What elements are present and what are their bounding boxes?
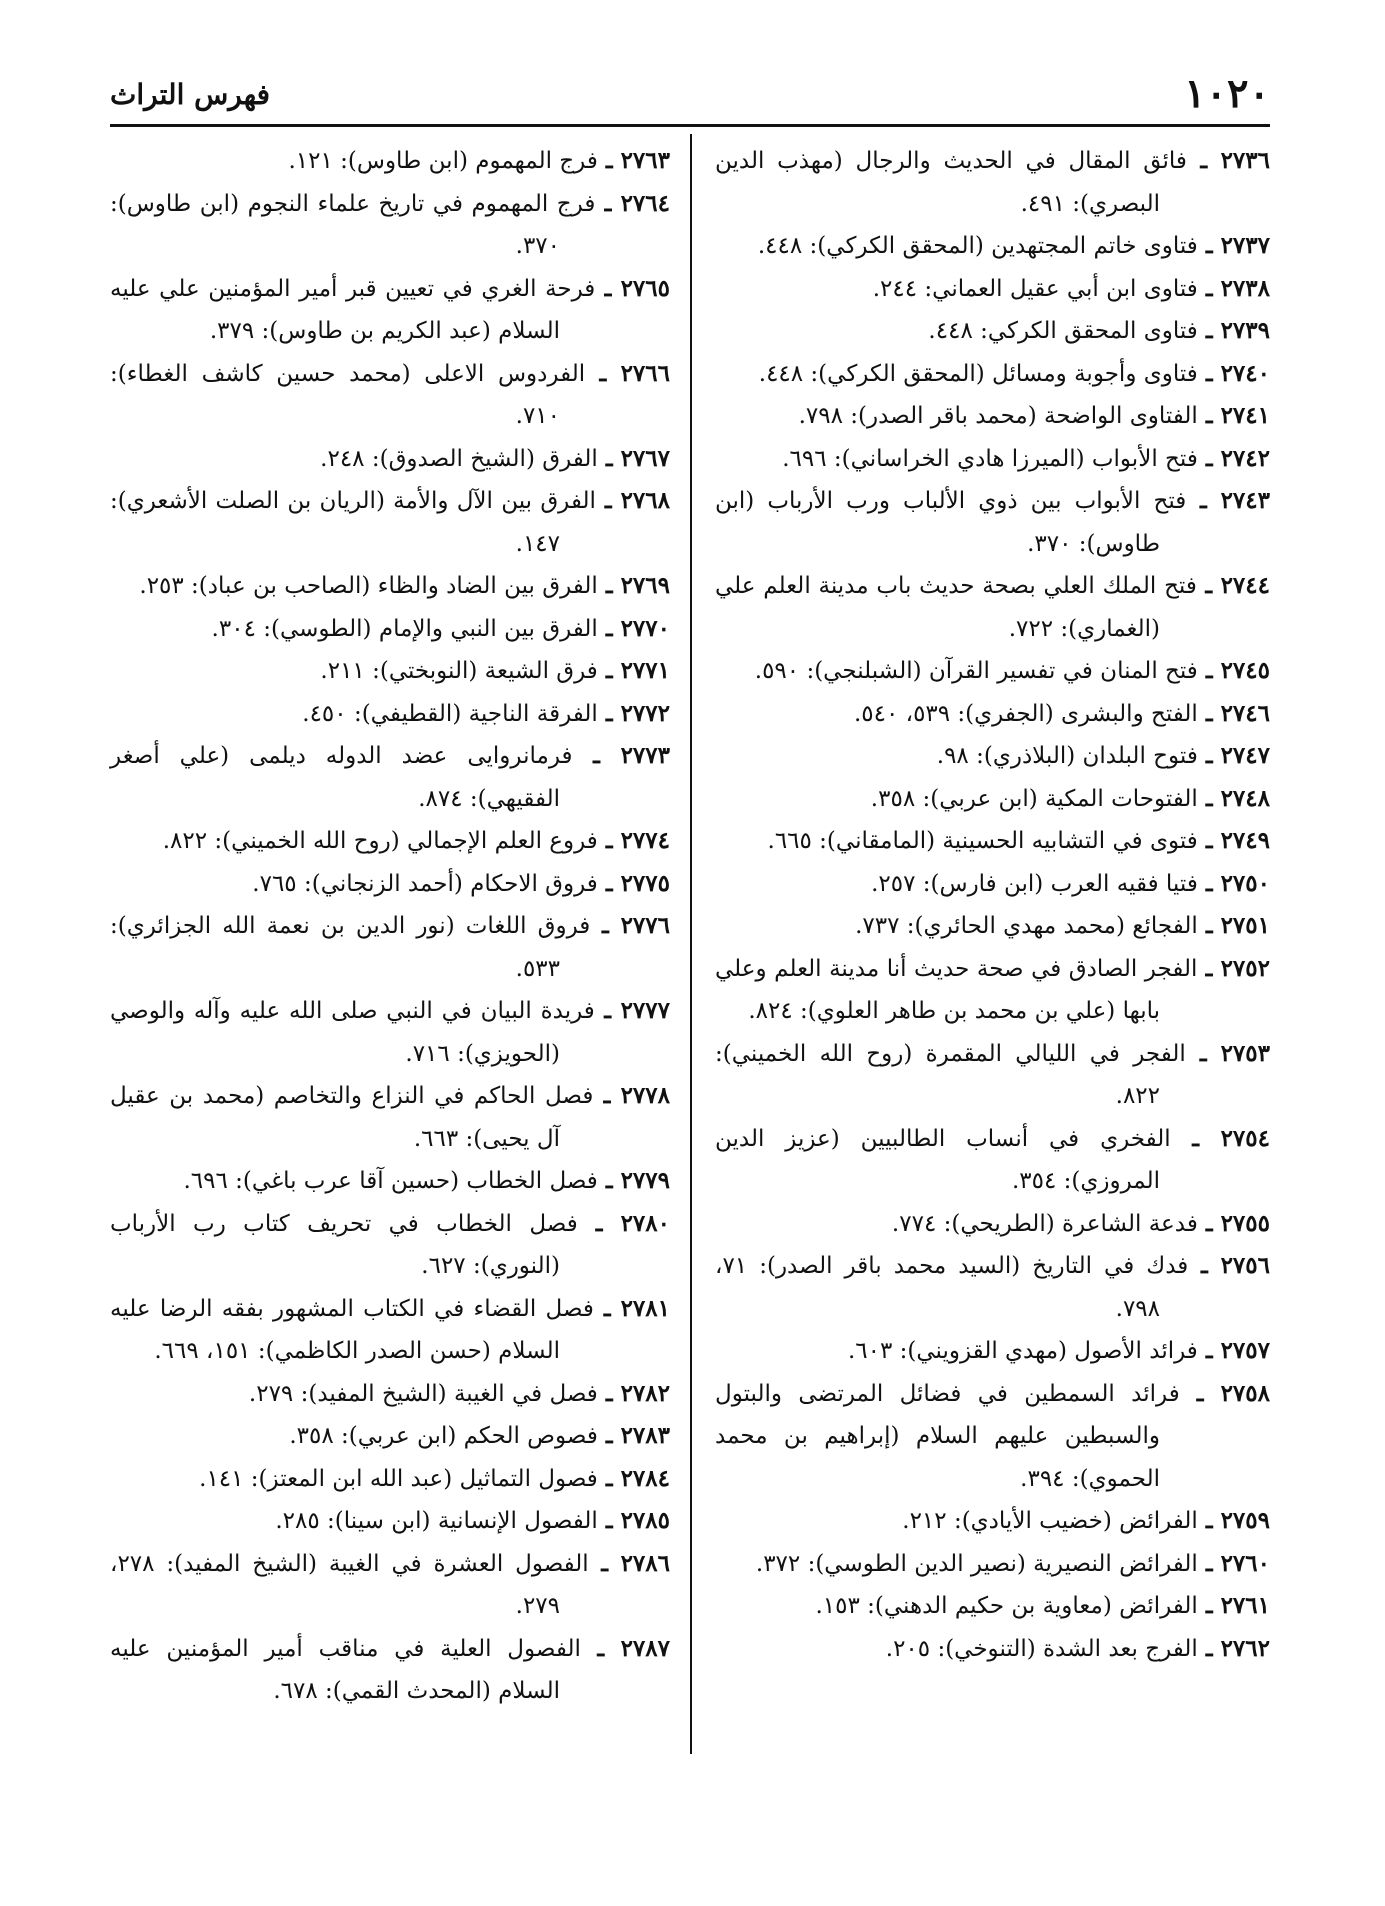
entry-dash: ـ	[1197, 1549, 1221, 1577]
entry-dash: ـ	[597, 1507, 621, 1534]
index-entry	[715, 863, 1270, 906]
entry-text: فصوص الحكم (ابن عربي): ٣٥٨.	[289, 1423, 598, 1449]
entry-dash: ـ	[1197, 827, 1221, 854]
entry-number: ٢٧٨٠	[620, 1209, 670, 1237]
index-entry	[715, 565, 1270, 650]
index-entry	[110, 565, 670, 608]
entry-number: ٢٧٥٩	[1220, 1507, 1270, 1534]
entry-text: فرحة الغري في تعيين قبر أمير المؤمنين علي عليه السلام (عبد الكريم بن طاوس): ٣٧٩.	[110, 275, 596, 344]
entry-number: ٢٧٦٨	[620, 487, 670, 514]
entry-dash: ـ	[597, 869, 621, 897]
entry-dash: ـ	[1197, 657, 1221, 684]
entry-number: ٢٧٦٤	[620, 189, 670, 217]
entry-dash: ـ	[1197, 232, 1221, 259]
entry-number: ٢٧٦٣	[620, 147, 670, 174]
entry-number: ٢٧٣٦	[1220, 147, 1270, 174]
entry-number: ٢٧٨٢	[620, 1379, 670, 1407]
entry-dash: ـ	[597, 1422, 621, 1449]
entry-dash: ـ	[1197, 784, 1221, 812]
entry-dash: ـ	[593, 1294, 621, 1322]
index-entry	[110, 1543, 670, 1628]
entry-text: فصل الخطاب (حسين آقا عرب باغي): ٦٩٦.	[183, 1168, 598, 1194]
entry-number: ٢٧٧٤	[620, 827, 670, 854]
entry-dash: ـ	[1179, 1379, 1221, 1407]
entry-text: فصل الخطاب في تحريف كتاب رب الأرباب (النوري): ٦٢٧.	[110, 1210, 578, 1279]
entry-text: فتاوى وأجوبة ومسائل (المحقق الكركي): ٤٤٨.	[758, 360, 1198, 387]
entry-dash: ـ	[1186, 487, 1221, 514]
entry-dash: ـ	[1197, 1634, 1221, 1662]
entry-text: فرق الشيعة (النوبختي): ٢١١.	[320, 658, 598, 684]
entry-dash: ـ	[580, 1634, 621, 1662]
page-header	[110, 70, 1270, 120]
entry-dash: ـ	[597, 614, 621, 642]
entry-number: ٢٧٥٧	[1220, 1337, 1270, 1364]
index-entry	[715, 1543, 1270, 1586]
entry-text: فرائد الأصول (مهدي القزويني): ٦٠٣.	[847, 1338, 1198, 1364]
entry-number: ٢٧٧٧	[620, 997, 670, 1024]
entry-text: الفتاوى الواضحة (محمد باقر الصدر): ٧٩٨.	[798, 403, 1198, 429]
entry-text: الفرق بين الآل والأمة (الريان بن الصلت الأشعري): ١٤٧.	[110, 488, 596, 557]
entry-text: الفرائض (معاوية بن حكيم الدهني): ١٥٣.	[815, 1593, 1198, 1619]
entry-text: الفصول الإنسانية (ابن سينا): ٢٨٥.	[275, 1508, 598, 1534]
entry-number: ٢٧٨٥	[620, 1507, 670, 1534]
index-entry	[715, 1203, 1270, 1246]
entry-number: ٢٧٥٢	[1220, 954, 1270, 982]
entry-text: الفرج بعد الشدة (التنوخي): ٢٠٥.	[885, 1635, 1198, 1662]
entry-dash: ـ	[597, 1167, 621, 1194]
entry-dash: ـ	[585, 359, 621, 387]
entry-number: ٢٧٨٧	[620, 1634, 670, 1662]
index-entry	[110, 1203, 670, 1288]
entry-dash: ـ	[572, 742, 621, 769]
index-entry	[715, 353, 1270, 396]
index-entry	[110, 353, 670, 438]
entry-text: فروق الاحكام (أحمد الزنجاني): ٧٦٥.	[252, 870, 598, 897]
entry-text: فتح الملك العلي بصحة حديث باب مدينة العلم علي (الغماري): ٧٢٢.	[715, 573, 1197, 642]
entry-dash: ـ	[1197, 869, 1221, 897]
index-entry	[715, 225, 1270, 268]
entry-number: ٢٧٦٩	[620, 572, 670, 599]
entry-text: فصل في الغيبة (الشيخ المفيد): ٢٧٩.	[248, 1380, 598, 1407]
entry-text: فروق اللغات (نور الدين بن نعمة الله الجزائري): ٥٣٣.	[110, 913, 591, 982]
entry-number: ٢٧٣٩	[1220, 317, 1270, 344]
index-entry	[110, 990, 670, 1075]
entry-text: الفتح والبشرى (الجفري): ٥٣٩، ٥٤٠.	[853, 700, 1198, 727]
index-entry	[110, 1458, 670, 1501]
entry-number: ٢٧٦٥	[620, 274, 670, 302]
entry-text: الفجر في الليالي المقمرة (روح الله الخميني): ٨٢٢.	[715, 1040, 1186, 1109]
entry-dash: ـ	[1197, 444, 1221, 472]
entry-dash: ـ	[1197, 1337, 1221, 1364]
entry-number: ٢٧٧١	[620, 657, 670, 684]
header-divider	[110, 124, 1270, 127]
running-title: فهرس التراث	[110, 78, 271, 111]
entry-text: الفتوحات المكية (ابن عربي): ٣٥٨.	[870, 785, 1198, 812]
index-entry	[715, 1500, 1270, 1543]
entry-text: فريدة البيان في النبي صلى الله عليه وآله والوصي (الحويزي): ٧١٦.	[110, 998, 595, 1067]
index-entry	[715, 650, 1270, 693]
entry-text: فصل الحاكم في النزاع والتخاصم (محمد بن عقيل آل يحيى): ٦٦٣.	[110, 1083, 594, 1152]
entry-number: ٢٧٧٨	[620, 1082, 670, 1109]
entry-text: الفرقة الناجية (القطيفي): ٤٥٠.	[302, 700, 598, 727]
index-entry	[715, 480, 1270, 565]
index-entry	[110, 1288, 670, 1373]
index-entry	[715, 310, 1270, 353]
entry-dash: ـ	[1197, 912, 1221, 939]
entry-text: فرج المهموم في تاريخ علماء النجوم (ابن طاوس): ٣٧٠.	[110, 190, 596, 259]
entry-number: ٢٧٧٠	[620, 614, 670, 642]
entry-dash: ـ	[1197, 317, 1221, 344]
entry-dash: ـ	[1170, 1124, 1221, 1152]
entry-text: الفرق (الشيخ الصدوق): ٢٤٨.	[320, 445, 598, 472]
index-entry	[110, 480, 670, 565]
entry-number: ٢٧٨٦	[620, 1549, 670, 1577]
index-entry	[110, 438, 670, 481]
entry-dash: ـ	[1197, 954, 1221, 982]
entry-text: فرمانروايى عضد الدوله ديلمى (علي أصغر الفقيهي): ٨٧٤.	[110, 743, 573, 812]
entry-number: ٢٧٧٥	[620, 869, 670, 897]
entry-dash: ـ	[595, 274, 621, 302]
index-entry	[715, 438, 1270, 481]
index-entry	[110, 735, 670, 820]
entry-number: ٢٧٦٠	[1220, 1549, 1270, 1577]
index-entry	[110, 608, 670, 651]
entry-dash: ـ	[597, 657, 621, 684]
entry-number: ٢٧٧٣	[620, 742, 670, 769]
entry-number: ٢٧٦١	[1220, 1592, 1270, 1619]
entry-number: ٢٧٤١	[1220, 402, 1270, 429]
index-entry	[110, 1160, 670, 1203]
entry-text: فتح المنان في تفسير القرآن (الشبلنجي): ٥٩٠.	[754, 658, 1198, 684]
index-entry	[715, 140, 1270, 225]
entry-number: ٢٧٥٦	[1220, 1252, 1270, 1279]
entry-dash: ـ	[597, 699, 621, 727]
entry-number: ٢٧٦٢	[1220, 1634, 1270, 1662]
entry-number: ٢٧٥٣	[1220, 1039, 1270, 1067]
entry-number: ٢٧٦٧	[620, 444, 670, 472]
index-entry	[110, 1075, 670, 1160]
entry-text: فروع العلم الإجمالي (روح الله الخميني): ٨٢٢.	[162, 828, 598, 854]
entry-number: ٢٧٨١	[620, 1294, 670, 1322]
index-entry	[110, 820, 670, 863]
entry-dash: ـ	[1197, 274, 1221, 302]
index-entry	[715, 778, 1270, 821]
entry-dash: ـ	[1185, 1039, 1221, 1067]
entry-number: ٢٧٤٨	[1220, 784, 1270, 812]
entry-text: فتاوى خاتم المجتهدين (المحقق الكركي): ٤٤٨.	[757, 233, 1198, 259]
entry-dash: ـ	[577, 1209, 621, 1237]
entry-text: فتاوى ابن أبي عقيل العماني: ٢٤٤.	[872, 275, 1198, 302]
entry-number: ٢٧٤٩	[1220, 827, 1270, 854]
entry-text: الفرق بين النبي والإمام (الطوسي): ٣٠٤.	[211, 615, 598, 642]
entry-dash: ـ	[1197, 359, 1221, 387]
column-divider	[690, 134, 692, 1754]
entry-dash: ـ	[594, 997, 621, 1024]
entry-dash: ـ	[597, 572, 621, 599]
entry-text: فدك في التاريخ (السيد محمد باقر الصدر): ٧١، ٧٩٨.	[715, 1253, 1189, 1322]
entry-text: فرج المهموم (ابن طاوس): ١٢١.	[288, 148, 598, 174]
entry-dash: ـ	[593, 1082, 621, 1109]
entry-text: الفخري في أنساب الطالبيين (عزيز الدين المروزي): ٣٥٤.	[715, 1125, 1171, 1194]
entry-text: فتوى في التشابيه الحسينية (المامقاني): ٦٦٥.	[767, 828, 1198, 854]
index-entry	[110, 1373, 670, 1416]
index-column-right	[715, 140, 1270, 1670]
entry-text: الفجائع (محمد مهدي الحائري): ٧٣٧.	[855, 913, 1198, 939]
entry-number: ٢٧٤٦	[1220, 699, 1270, 727]
entry-number: ٢٧٤٢	[1220, 444, 1270, 472]
entry-number: ٢٧٣٨	[1220, 274, 1270, 302]
index-entry	[715, 948, 1270, 1033]
entry-text: الفصول العشرة في الغيبة (الشيخ المفيد): ٢٧٨، ٢٧٩.	[110, 1550, 589, 1619]
index-entry	[715, 395, 1270, 438]
index-entry	[715, 735, 1270, 778]
entry-dash: ـ	[597, 444, 621, 472]
entry-text: فتاوى المحقق الكركي: ٤٤٨.	[928, 318, 1198, 344]
index-entry	[110, 140, 670, 183]
entry-number: ٢٧٤٥	[1220, 657, 1270, 684]
entry-number: ٢٧٥٤	[1220, 1124, 1270, 1152]
entry-text: الفرائض النصيرية (نصير الدين الطوسي): ٣٧٢.	[755, 1550, 1198, 1577]
index-entry	[715, 1585, 1270, 1628]
entry-dash: ـ	[597, 147, 621, 174]
entry-text: فرائد السمطين في فضائل المرتضى والبتول والسبطين عليهم السلام (إبراهيم بن محمد الحموي): ٣٩٤.	[715, 1380, 1180, 1492]
entry-number: ٢٧٨٤	[620, 1464, 670, 1492]
entry-dash: ـ	[1197, 699, 1221, 727]
entry-number: ٢٧٧٢	[620, 699, 670, 727]
entry-text: الفرائض (خضيب الأيادي): ٢١٢.	[902, 1508, 1198, 1534]
entry-number: ٢٧٧٦	[620, 912, 670, 939]
index-entry	[715, 1118, 1270, 1203]
index-column-left	[110, 140, 670, 1713]
entry-text: فصول التماثيل (عبد الله ابن المعتز): ١٤١.	[199, 1465, 598, 1492]
page-number: ١٠٢٠	[1184, 70, 1270, 117]
entry-text: فتيا فقيه العرب (ابن فارس): ٢٥٧.	[871, 870, 1198, 897]
entry-dash: ـ	[1196, 572, 1221, 599]
entry-dash: ـ	[597, 1464, 621, 1492]
index-entry	[715, 1373, 1270, 1501]
entry-number: ٢٧٦٦	[620, 359, 670, 387]
entry-number: ٢٧٨٣	[620, 1422, 670, 1449]
index-entry	[110, 1628, 670, 1713]
entry-dash: ـ	[595, 487, 621, 514]
index-entry	[110, 268, 670, 353]
index-entry	[715, 1245, 1270, 1330]
entry-number: ٢٧٥٨	[1220, 1379, 1270, 1407]
entry-dash: ـ	[1197, 1209, 1221, 1237]
index-entry	[715, 905, 1270, 948]
entry-text: الفردوس الاعلى (محمد حسين كاشف الغطاء): ٧١٠.	[110, 360, 586, 429]
entry-dash: ـ	[597, 827, 621, 854]
entry-text: فدعة الشاعرة (الطريحي): ٧٧٤.	[891, 1210, 1198, 1237]
entry-text: فائق المقال في الحديث والرجال (مهذب الدين البصري): ٤٩١.	[715, 148, 1187, 217]
entry-number: ٢٧٥٥	[1220, 1209, 1270, 1237]
index-entry	[715, 268, 1270, 311]
index-entry	[110, 1415, 670, 1458]
entry-dash: ـ	[590, 912, 621, 939]
entry-number: ٢٧٥١	[1220, 912, 1270, 939]
entry-dash: ـ	[1197, 1507, 1221, 1534]
entry-text: الفرق بين الضاد والظاء (الصاحب بن عباد): ٢٥٣.	[139, 573, 598, 599]
entry-dash: ـ	[1197, 742, 1221, 769]
entry-text: فتح الأبواب (الميرزا هادي الخراساني): ٦٩٦.	[782, 445, 1198, 472]
index-entry	[110, 693, 670, 736]
entry-dash: ـ	[1186, 147, 1221, 174]
index-entry	[715, 1628, 1270, 1671]
entry-number: ٢٧٤٧	[1220, 742, 1270, 769]
entry-dash: ـ	[1188, 1252, 1221, 1279]
index-entry	[110, 1500, 670, 1543]
index-entry	[715, 1330, 1270, 1373]
index-entry	[110, 650, 670, 693]
entry-number: ٢٧٧٩	[620, 1167, 670, 1194]
entry-text: الفجر الصادق في صحة حديث أنا مدينة العلم وعلي بابها (علي بن محمد بن طاهر العلوي): ٨٢٤.	[715, 955, 1198, 1024]
index-entry	[715, 820, 1270, 863]
entry-text: الفصول العلية في مناقب أمير المؤمنين عليه السلام (المحدث القمي): ٦٧٨.	[110, 1635, 581, 1704]
entry-dash: ـ	[1197, 1592, 1221, 1619]
entry-text: فتوح البلدان (البلاذري): ٩٨.	[936, 743, 1198, 769]
entry-number: ٢٧٣٧	[1220, 232, 1270, 259]
entry-number: ٢٧٤٣	[1220, 487, 1270, 514]
entry-text: فتح الأبواب بين ذوي الألباب ورب الأرباب (ابن طاوس): ٣٧٠.	[715, 488, 1187, 557]
entry-dash: ـ	[588, 1549, 621, 1577]
entry-number: ٢٧٥٠	[1220, 869, 1270, 897]
index-entry	[715, 1033, 1270, 1118]
entry-text: فصل القضاء في الكتاب المشهور بفقه الرضا عليه السلام (حسن الصدر الكاظمي): ١٥١، ٦٦٩.	[110, 1295, 594, 1364]
index-entry	[110, 863, 670, 906]
entry-dash: ـ	[597, 1379, 621, 1407]
index-entry	[110, 183, 670, 268]
entry-dash: ـ	[1197, 402, 1221, 429]
index-entry	[715, 693, 1270, 736]
entry-number: ٢٧٤٤	[1220, 572, 1270, 599]
index-entry	[110, 905, 670, 990]
entry-dash: ـ	[595, 189, 621, 217]
entry-number: ٢٧٤٠	[1220, 359, 1270, 387]
